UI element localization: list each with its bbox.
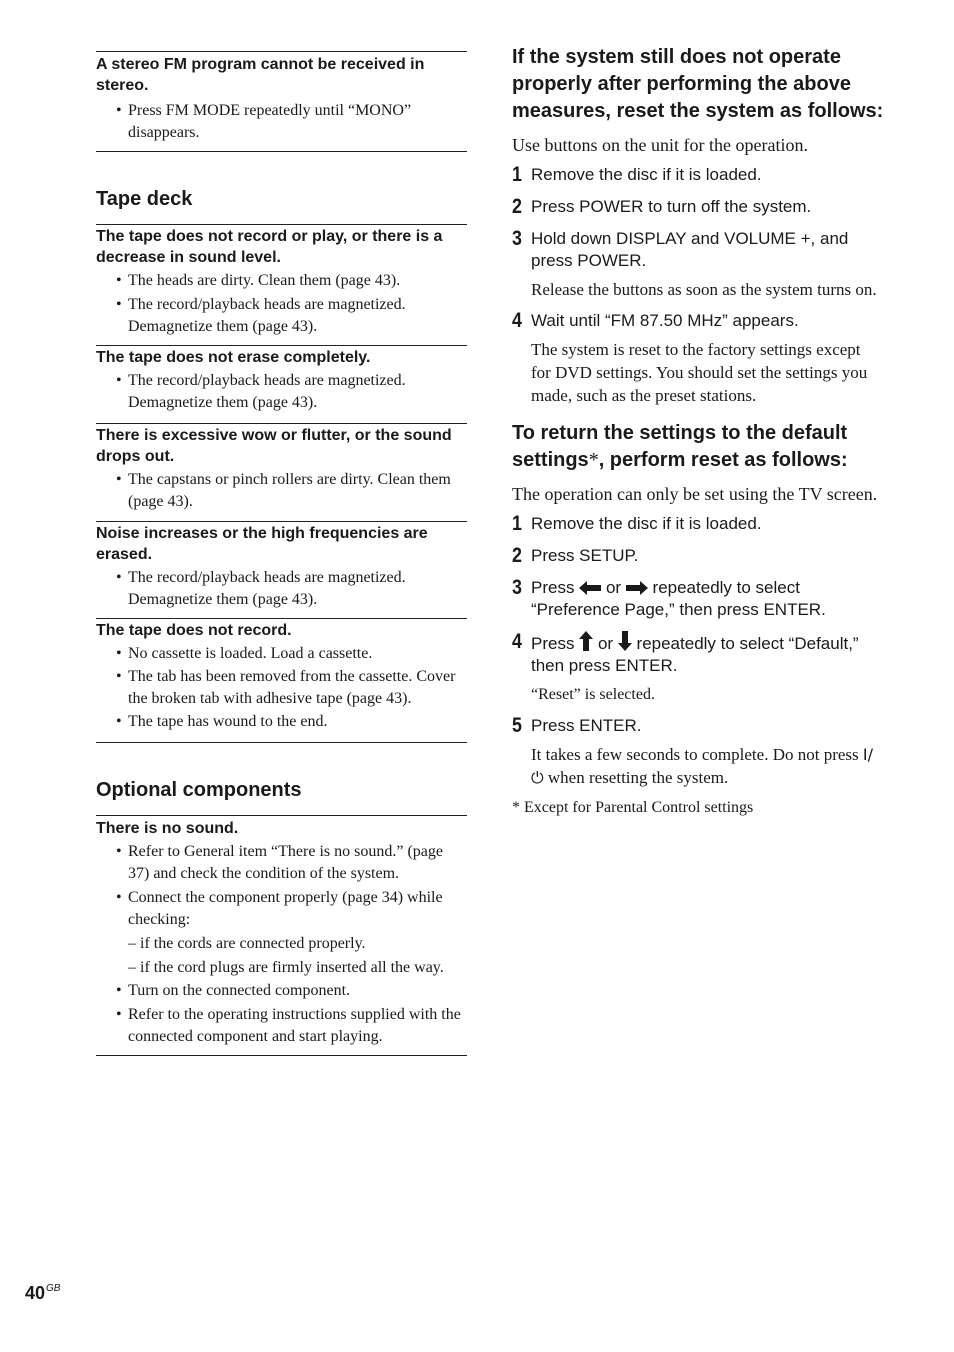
step-text-part: or	[597, 634, 614, 653]
bullet-item: • Turn on the connected component.	[96, 980, 467, 1002]
problem-title: A stereo FM program cannot be received in stereo.	[96, 56, 425, 94]
heading-text: , perform reset as follows:	[598, 449, 848, 471]
default-step	[512, 715, 884, 789]
problem-title: The tape does not record.	[96, 622, 292, 639]
divider	[96, 742, 467, 743]
step-number: 4	[512, 309, 522, 332]
step-note: Release the buttons as soon as the system turns on.	[531, 280, 877, 299]
step-number: 2	[512, 195, 522, 218]
problem-title: The tape does not erase completely.	[96, 349, 371, 366]
problem-title: There is no sound.	[96, 820, 239, 837]
bullet-item: • Connect the component properly (page 34) while checking:	[96, 887, 467, 931]
power-icon: I/⏻	[531, 745, 873, 787]
bullet-item: • Refer to the operating instructions supplied with the connected component and start playing.	[96, 1004, 467, 1048]
optional-problem	[96, 816, 467, 1048]
step-text: Remove the disc if it is loaded.	[531, 165, 762, 184]
step-number: 3	[512, 576, 522, 599]
step-text: Remove the disc if it is loaded.	[531, 514, 762, 533]
reset-system-heading: If the system still does not operate properly after performing the above measures, reset the system as follows:	[512, 46, 884, 122]
step-text: Press POWER to turn off the system.	[531, 197, 812, 216]
step-number: 1	[512, 512, 522, 535]
page-suffix: GB	[46, 1283, 61, 1294]
divider	[96, 151, 467, 152]
reset-default-heading	[512, 420, 884, 474]
page-number-value: 40	[25, 1283, 46, 1303]
sub-item: – if the cord plugs are firmly inserted all the way.	[128, 959, 444, 976]
step-note-part: when resetting the system.	[547, 768, 729, 787]
default-step	[512, 631, 884, 706]
step-number: 4	[512, 630, 522, 653]
problem-title: There is excessive wow or flutter, or the sound drops out.	[96, 427, 452, 465]
step-text	[531, 631, 884, 677]
step-text	[531, 577, 884, 621]
right-arrow-icon	[626, 581, 648, 595]
page-number	[25, 1283, 60, 1304]
divider	[96, 1055, 467, 1056]
step-text-part: Press	[531, 634, 575, 653]
step-text-part: repeatedly to select “Default,” then press ENTER.	[531, 634, 859, 675]
section-heading-tape-deck: Tape deck	[96, 188, 193, 210]
reset-step	[512, 310, 884, 407]
tape-problem	[96, 225, 467, 338]
down-arrow-icon	[618, 631, 632, 651]
reset-step	[512, 196, 884, 218]
bullet-item: • The tape has wound to the end.	[96, 711, 467, 733]
step-text: Press SETUP.	[531, 546, 639, 565]
bullet-item: • The heads are dirty. Clean them (page 43).	[96, 270, 467, 292]
fm-problem	[96, 52, 467, 144]
bullet-item: • The tab has been removed from the cassette. Cover the broken tab with adhesive tape (page 43).	[96, 666, 467, 710]
step-note: The system is reset to the factory settings except for DVD settings. You should set the settings you made, such as the preset stations.	[531, 340, 868, 405]
reset-system-intro: Use buttons on the unit for the operation.	[512, 135, 808, 155]
step-number: 1	[512, 163, 522, 186]
step-text-part: or	[605, 578, 622, 597]
step-text: Hold down DISPLAY and VOLUME +, and press POWER.	[531, 229, 849, 270]
default-step	[512, 513, 884, 535]
up-arrow-icon	[579, 631, 593, 651]
tape-problem	[96, 522, 467, 611]
left-column	[96, 0, 467, 1056]
sub-item: – if the cords are connected properly.	[128, 935, 366, 952]
step-note: “Reset” is selected.	[531, 686, 655, 703]
step-text-part: Press	[531, 578, 575, 597]
reset-step	[512, 164, 884, 186]
step-text: Press ENTER.	[531, 716, 642, 735]
tape-problem	[96, 424, 467, 513]
right-column	[512, 0, 884, 819]
step-text: Wait until “FM 87.50 MHz” appears.	[531, 311, 799, 330]
left-arrow-icon	[579, 581, 601, 595]
footnote: * Except for Parental Control settings	[512, 799, 754, 816]
asterisk: *	[588, 449, 599, 471]
bullet-item: • The record/playback heads are magnetized. Demagnetize them (page 43).	[96, 370, 467, 414]
step-note-part: It takes a few seconds to complete. Do not press	[531, 745, 859, 764]
bullet-item: • The capstans or pinch rollers are dirty. Clean them (page 43).	[96, 469, 467, 513]
bullet-item: • The record/playback heads are magnetized. Demagnetize them (page 43).	[96, 567, 467, 611]
default-step	[512, 577, 884, 621]
bullet-item: • Refer to General item “There is no sound.” (page 37) and check the condition of the system.	[96, 841, 467, 885]
tape-problem	[96, 346, 467, 414]
problem-title: Noise increases or the high frequencies are erased.	[96, 525, 428, 563]
step-note	[531, 743, 884, 789]
section-heading-optional-components: Optional components	[96, 779, 302, 801]
default-step	[512, 545, 884, 567]
reset-default-intro: The operation can only be set using the TV screen.	[512, 484, 878, 504]
bullet-item: • The record/playback heads are magnetized. Demagnetize them (page 43).	[96, 294, 467, 338]
bullet-item: • No cassette is loaded. Load a cassette.	[96, 643, 467, 665]
bullet-item: • Press FM MODE repeatedly until “MONO” disappears.	[96, 100, 467, 144]
reset-step	[512, 228, 884, 301]
step-text-part: repeatedly to select “Preference Page,” then press ENTER.	[531, 578, 826, 619]
tape-problem	[96, 619, 467, 733]
step-number: 3	[512, 227, 522, 250]
step-number: 2	[512, 544, 522, 567]
step-number: 5	[512, 714, 522, 737]
heading-text: To return the settings to the default settings	[512, 422, 848, 471]
problem-title: The tape does not record or play, or there is a decrease in sound level.	[96, 228, 443, 266]
